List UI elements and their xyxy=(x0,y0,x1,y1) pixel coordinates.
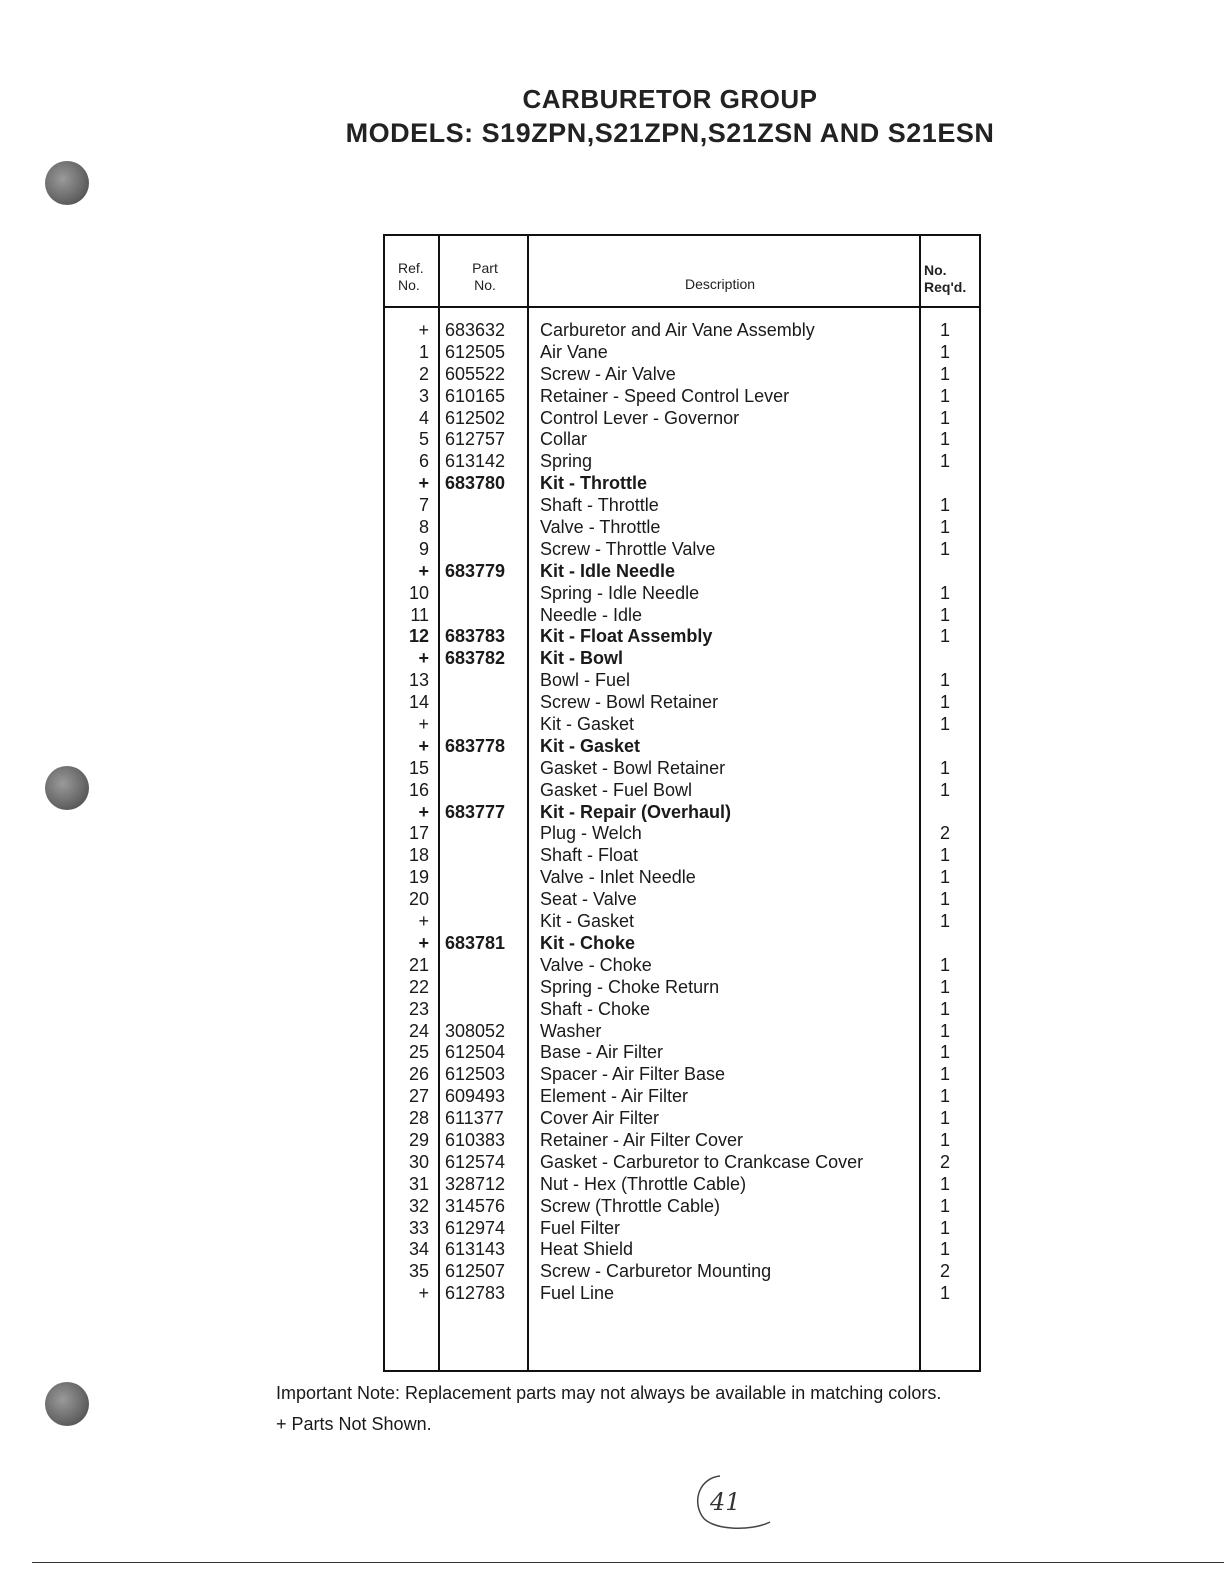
part-no-cell: 683783 xyxy=(445,626,506,647)
description-cell: Control Lever - Governor xyxy=(540,407,740,428)
qty-cell: 1 xyxy=(939,538,950,559)
ref-cell: 5 xyxy=(418,429,429,450)
ref-cell: 19 xyxy=(408,867,429,888)
part-no-cell: 683780 xyxy=(445,473,506,494)
qty-cell: 2 xyxy=(939,1261,950,1282)
models-subtitle: MODELS: S19ZPN,S21ZPN,S21ZSN AND S21ESN xyxy=(345,118,995,148)
ref-cell: + xyxy=(418,714,429,735)
table-row xyxy=(385,1064,979,1086)
description-cell: Spring xyxy=(540,451,593,472)
qty-cell: 1 xyxy=(939,517,950,538)
description-cell: Screw - Throttle Valve xyxy=(540,538,716,559)
description-cell: Fuel Line xyxy=(540,1283,615,1304)
table-row xyxy=(385,889,979,911)
ref-cell: 13 xyxy=(408,670,429,691)
ref-cell: 28 xyxy=(408,1108,429,1129)
ref-cell: + xyxy=(418,1283,429,1304)
description-cell: Gasket - Carburetor to Crankcase Cover xyxy=(540,1151,864,1172)
table-row xyxy=(385,823,979,845)
qty-cell: 1 xyxy=(939,1173,950,1194)
ref-cell: 22 xyxy=(408,976,429,997)
parts-not-shown-note: + Parts Not Shown. xyxy=(276,1414,432,1434)
ref-cell: 21 xyxy=(408,954,429,975)
qty-cell: 1 xyxy=(939,320,950,340)
ref-cell: 34 xyxy=(408,1239,429,1260)
ref-cell: 6 xyxy=(418,451,429,472)
table-row xyxy=(385,583,979,605)
part-no-cell: 612504 xyxy=(445,1042,506,1063)
table-row xyxy=(385,364,979,386)
qty-cell: 1 xyxy=(939,976,950,997)
qty-cell: 1 xyxy=(939,998,950,1019)
ref-cell: 18 xyxy=(408,845,429,866)
table-row xyxy=(385,977,979,999)
table-row xyxy=(385,605,979,627)
description-cell: Screw - Air Valve xyxy=(540,363,676,384)
qty-cell: 1 xyxy=(939,363,950,384)
part-no-cell: 612507 xyxy=(445,1261,506,1282)
description-cell: Element - Air Filter xyxy=(540,1086,689,1107)
ref-cell: + xyxy=(418,320,429,340)
qty-cell: 1 xyxy=(939,1020,950,1041)
table-row xyxy=(385,714,979,736)
qty-cell: 1 xyxy=(939,757,950,778)
table-row xyxy=(385,670,979,692)
description-cell: Screw - Carburetor Mounting xyxy=(540,1261,772,1282)
header-no-reqd: No. Req'd. xyxy=(924,262,967,295)
ref-cell: 31 xyxy=(408,1173,429,1194)
part-no-cell: 612505 xyxy=(445,341,506,362)
ref-cell: 14 xyxy=(408,692,429,713)
qty-cell: 1 xyxy=(939,845,950,866)
description-cell: Kit - Float Assembly xyxy=(540,626,713,647)
header-description: Description xyxy=(684,276,756,292)
part-no-cell: 328712 xyxy=(445,1173,506,1194)
part-no-cell: 683781 xyxy=(445,932,506,953)
table-row xyxy=(385,408,979,430)
parts-table xyxy=(383,234,981,1372)
document-title: CARBURETOR GROUP xyxy=(522,84,818,114)
description-cell: Kit - Gasket xyxy=(540,735,641,756)
table-row xyxy=(385,1130,979,1152)
qty-cell: 1 xyxy=(939,604,950,625)
ref-cell: 10 xyxy=(408,582,429,603)
qty-cell: 1 xyxy=(939,495,950,516)
ref-cell: 20 xyxy=(408,889,429,910)
ref-cell: 25 xyxy=(408,1042,429,1063)
qty-cell: 1 xyxy=(939,1108,950,1129)
ref-cell: + xyxy=(418,801,429,822)
description-cell: Kit - Throttle xyxy=(540,473,647,494)
table-row xyxy=(385,1086,979,1108)
description-cell: Shaft - Float xyxy=(540,845,639,866)
description-cell: Shaft - Choke xyxy=(540,998,651,1019)
qty-cell: 1 xyxy=(939,429,950,450)
description-cell: Kit - Choke xyxy=(540,932,636,953)
table-row xyxy=(385,845,979,867)
part-no-cell: 612974 xyxy=(445,1217,506,1238)
qty-cell: 1 xyxy=(939,1086,950,1107)
table-row xyxy=(385,495,979,517)
table-row xyxy=(385,692,979,714)
qty-cell: 1 xyxy=(939,1129,950,1150)
ref-cell: 15 xyxy=(408,757,429,778)
ref-cell: 11 xyxy=(410,604,429,625)
ref-cell: + xyxy=(418,473,429,494)
table-row xyxy=(385,911,979,933)
description-cell: Collar xyxy=(540,429,588,450)
table-row xyxy=(385,320,979,342)
qty-cell: 1 xyxy=(939,1239,950,1260)
description-cell: Carburetor and Air Vane Assembly xyxy=(540,320,815,340)
description-cell: Base - Air Filter xyxy=(540,1042,664,1063)
description-cell: Needle - Idle xyxy=(540,604,643,625)
description-cell: Spacer - Air Filter Base xyxy=(540,1064,726,1085)
table-row xyxy=(385,999,979,1021)
part-no-cell: 610165 xyxy=(445,385,506,406)
description-cell: Plug - Welch xyxy=(540,823,642,844)
part-no-cell: 611377 xyxy=(445,1108,504,1129)
header-part-no: Part No. xyxy=(472,260,498,293)
table-row xyxy=(385,451,979,473)
table-row xyxy=(385,473,979,495)
binder-hole-middle xyxy=(45,766,89,810)
ref-cell: 27 xyxy=(408,1086,429,1107)
description-cell: Kit - Idle Needle xyxy=(540,560,676,581)
part-no-cell: 613142 xyxy=(445,451,506,472)
ref-cell: 24 xyxy=(408,1020,429,1041)
qty-cell: 1 xyxy=(939,582,950,603)
ref-cell: 12 xyxy=(408,626,429,647)
table-row xyxy=(385,1108,979,1130)
description-cell: Kit - Gasket xyxy=(540,911,635,932)
qty-cell: 1 xyxy=(939,1195,950,1216)
qty-cell: 1 xyxy=(939,867,950,888)
table-row xyxy=(385,1152,979,1174)
qty-cell: 1 xyxy=(939,1217,950,1238)
description-cell: Gasket - Bowl Retainer xyxy=(540,757,726,778)
ref-cell: 4 xyxy=(418,407,429,428)
qty-cell: 1 xyxy=(939,1064,950,1085)
table-row xyxy=(385,867,979,889)
table-row xyxy=(385,561,979,583)
part-no-cell: 308052 xyxy=(445,1020,506,1041)
description-cell: Screw (Throttle Cable) xyxy=(540,1195,721,1216)
table-row xyxy=(385,758,979,780)
part-no-cell: 610383 xyxy=(445,1129,506,1150)
part-no-cell: 683779 xyxy=(445,560,506,581)
qty-cell: 1 xyxy=(939,1042,950,1063)
ref-cell: 2 xyxy=(418,363,429,384)
ref-cell: + xyxy=(418,932,429,953)
ref-cell: 33 xyxy=(408,1217,429,1238)
part-no-cell: 613143 xyxy=(445,1239,506,1260)
important-note: Important Note: Replacement parts may not always be available in matching colors. xyxy=(276,1383,942,1403)
ref-cell: 1 xyxy=(418,341,429,362)
table-row xyxy=(385,539,979,561)
part-no-cell: 612757 xyxy=(445,429,506,450)
table-row xyxy=(385,933,979,955)
qty-cell: 1 xyxy=(939,714,950,735)
ref-cell: 8 xyxy=(418,517,429,538)
table-row xyxy=(385,517,979,539)
header-divider xyxy=(385,306,979,308)
ref-cell: 29 xyxy=(408,1129,429,1150)
table-row xyxy=(385,1174,979,1196)
ref-cell: 17 xyxy=(408,823,429,844)
part-no-cell: 605522 xyxy=(445,363,506,384)
table-row xyxy=(385,1283,979,1305)
description-cell: Nut - Hex (Throttle Cable) xyxy=(540,1173,747,1194)
description-cell: Valve - Choke xyxy=(540,954,652,975)
qty-cell: 1 xyxy=(939,954,950,975)
part-no-cell: 612574 xyxy=(445,1151,506,1172)
description-cell: Gasket - Fuel Bowl xyxy=(540,779,693,800)
qty-cell: 1 xyxy=(939,341,950,362)
ref-cell: 32 xyxy=(408,1195,429,1216)
part-no-cell: 683782 xyxy=(445,648,506,669)
ref-cell: + xyxy=(418,735,429,756)
part-no-cell: 683778 xyxy=(445,735,506,756)
part-no-cell: 612783 xyxy=(445,1283,506,1304)
qty-cell: 1 xyxy=(939,407,950,428)
table-row xyxy=(385,1239,979,1261)
description-cell: Bowl - Fuel xyxy=(540,670,631,691)
description-cell: Screw - Bowl Retainer xyxy=(540,692,719,713)
qty-cell: 1 xyxy=(939,692,950,713)
part-no-cell: 683777 xyxy=(445,801,506,822)
description-cell: Fuel Filter xyxy=(540,1217,621,1238)
description-cell: Spring - Choke Return xyxy=(540,976,720,997)
description-cell: Heat Shield xyxy=(540,1239,634,1260)
table-row xyxy=(385,736,979,758)
ref-cell: 9 xyxy=(418,538,429,559)
qty-cell: 1 xyxy=(939,626,950,647)
table-row xyxy=(385,1021,979,1043)
description-cell: Spring - Idle Needle xyxy=(540,582,700,603)
table-row xyxy=(385,1042,979,1064)
table-row xyxy=(385,780,979,802)
table-row xyxy=(385,802,979,824)
header-ref-no: Ref. No. xyxy=(398,260,424,293)
table-row xyxy=(385,955,979,977)
bottom-rule xyxy=(32,1562,1224,1563)
description-cell: Seat - Valve xyxy=(540,889,637,910)
binder-hole-bottom xyxy=(45,1382,89,1426)
ref-cell: 35 xyxy=(408,1261,429,1282)
part-no-cell: 609493 xyxy=(445,1086,506,1107)
table-row xyxy=(385,648,979,670)
qty-cell: 1 xyxy=(939,911,950,932)
table-body xyxy=(385,320,979,1305)
table-row xyxy=(385,1218,979,1240)
description-cell: Retainer - Speed Control Lever xyxy=(540,385,790,406)
description-cell: Kit - Gasket xyxy=(540,714,635,735)
description-cell: Cover Air Filter xyxy=(540,1108,660,1129)
description-cell: Kit - Repair (Overhaul) xyxy=(540,801,732,822)
table-row xyxy=(385,429,979,451)
description-cell: Valve - Throttle xyxy=(540,517,661,538)
description-cell: Valve - Inlet Needle xyxy=(540,867,696,888)
qty-cell: 1 xyxy=(939,670,950,691)
part-no-cell: 683632 xyxy=(445,320,506,340)
description-cell: Retainer - Air Filter Cover xyxy=(540,1129,744,1150)
ref-cell: 3 xyxy=(418,385,429,406)
ref-cell: 30 xyxy=(408,1151,429,1172)
page-number: 41 xyxy=(690,1470,780,1534)
table-row xyxy=(385,626,979,648)
qty-cell: 2 xyxy=(939,1151,950,1172)
qty-cell: 1 xyxy=(939,889,950,910)
table-row xyxy=(385,1196,979,1218)
binder-hole-top xyxy=(45,161,89,205)
description-cell: Air Vane xyxy=(540,341,608,362)
ref-cell: 23 xyxy=(408,998,429,1019)
description-cell: Shaft - Throttle xyxy=(540,495,659,516)
description-cell: Kit - Bowl xyxy=(540,648,623,669)
table-row xyxy=(385,342,979,364)
qty-cell: 2 xyxy=(939,823,950,844)
part-no-cell: 612503 xyxy=(445,1064,506,1085)
part-no-cell: 612502 xyxy=(445,407,506,428)
part-no-cell: 314576 xyxy=(445,1195,506,1216)
qty-cell: 1 xyxy=(939,385,950,406)
qty-cell: 1 xyxy=(939,1283,950,1304)
ref-cell: 16 xyxy=(408,779,429,800)
qty-cell: 1 xyxy=(939,779,950,800)
ref-cell: 7 xyxy=(418,495,429,516)
ref-cell: + xyxy=(418,911,429,932)
table-row xyxy=(385,386,979,408)
ref-cell: + xyxy=(418,648,429,669)
description-cell: Washer xyxy=(540,1020,602,1041)
ref-cell: 26 xyxy=(408,1064,429,1085)
qty-cell: 1 xyxy=(939,451,950,472)
ref-cell: + xyxy=(418,560,429,581)
table-row xyxy=(385,1261,979,1283)
